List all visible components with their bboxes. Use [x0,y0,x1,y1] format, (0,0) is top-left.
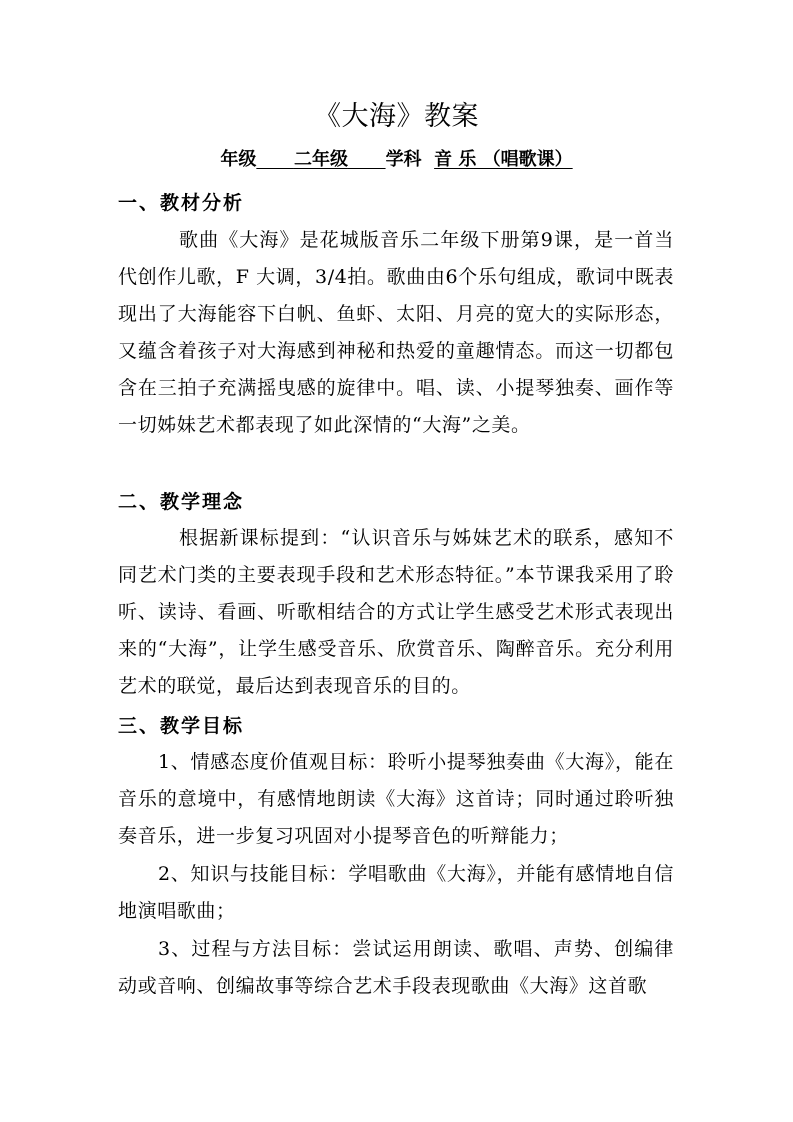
section-body-analysis: 歌曲《大海》是花城版音乐二年级下册第9课，是一首当代创作儿歌，F 大调，3/4拍。歌曲由6个乐句组成，歌词中既表现出了大海能容下白帆、鱼虾、太阳、月亮的宽大的实际形态，又蕴含着孩子对大海感到神秘和热爱的童趣情态。而这一切都包含在三拍子充满摇曳感的旋律中。唱、读、小提琴独奏、画作等一切姊妹艺术都表现了如此深情的“大海”之美。 [118,229,674,436]
subject-value: 音 乐 （唱歌课） [434,149,573,170]
subject-label: 学科 [385,149,422,170]
section-heading-analysis: 一、教材分析 [118,192,245,214]
section-heading-philosophy: 二、教学理念 [118,491,245,513]
document-title: 《大海》教案 [314,101,479,132]
grade-value: 二年级 [293,149,348,170]
section-body-philosophy: 根据新课标提到：“认识音乐与姊妹艺术的联系，感知不同艺术门类的主要表现手段和艺术形态特征。”本节课我采用了聆听、读诗、看画、听歌相结合的方式让学生感受艺术形式表现出来的“大海”，让学生感受音乐、欣赏音乐、陶醉音乐。充分利用艺术的联觉，最后达到表现音乐的目的。 [118,527,674,697]
grade-label: 年级 [220,149,257,170]
lesson-meta-line [0,147,793,173]
objective-item-1: 1、情感态度价值观目标：聆听小提琴独奏曲《大海》，能在音乐的意境中，有感情地朗读《大海》这首诗；同时通过聆听独奏音乐，进一步复习巩固对小提琴音色的听辩能力； [118,751,674,847]
objective-item-2: 2、知识与技能目标：学唱歌曲《大海》，并能有感情地自信地演唱歌曲； [118,863,674,922]
objective-item-3: 3、过程与方法目标：尝试运用朗读、歌唱、声势、创编律动或音响、创编故事等综合艺术手段表现歌曲《大海》这首歌 [118,938,674,997]
section-heading-objectives: 三、教学目标 [118,715,245,737]
